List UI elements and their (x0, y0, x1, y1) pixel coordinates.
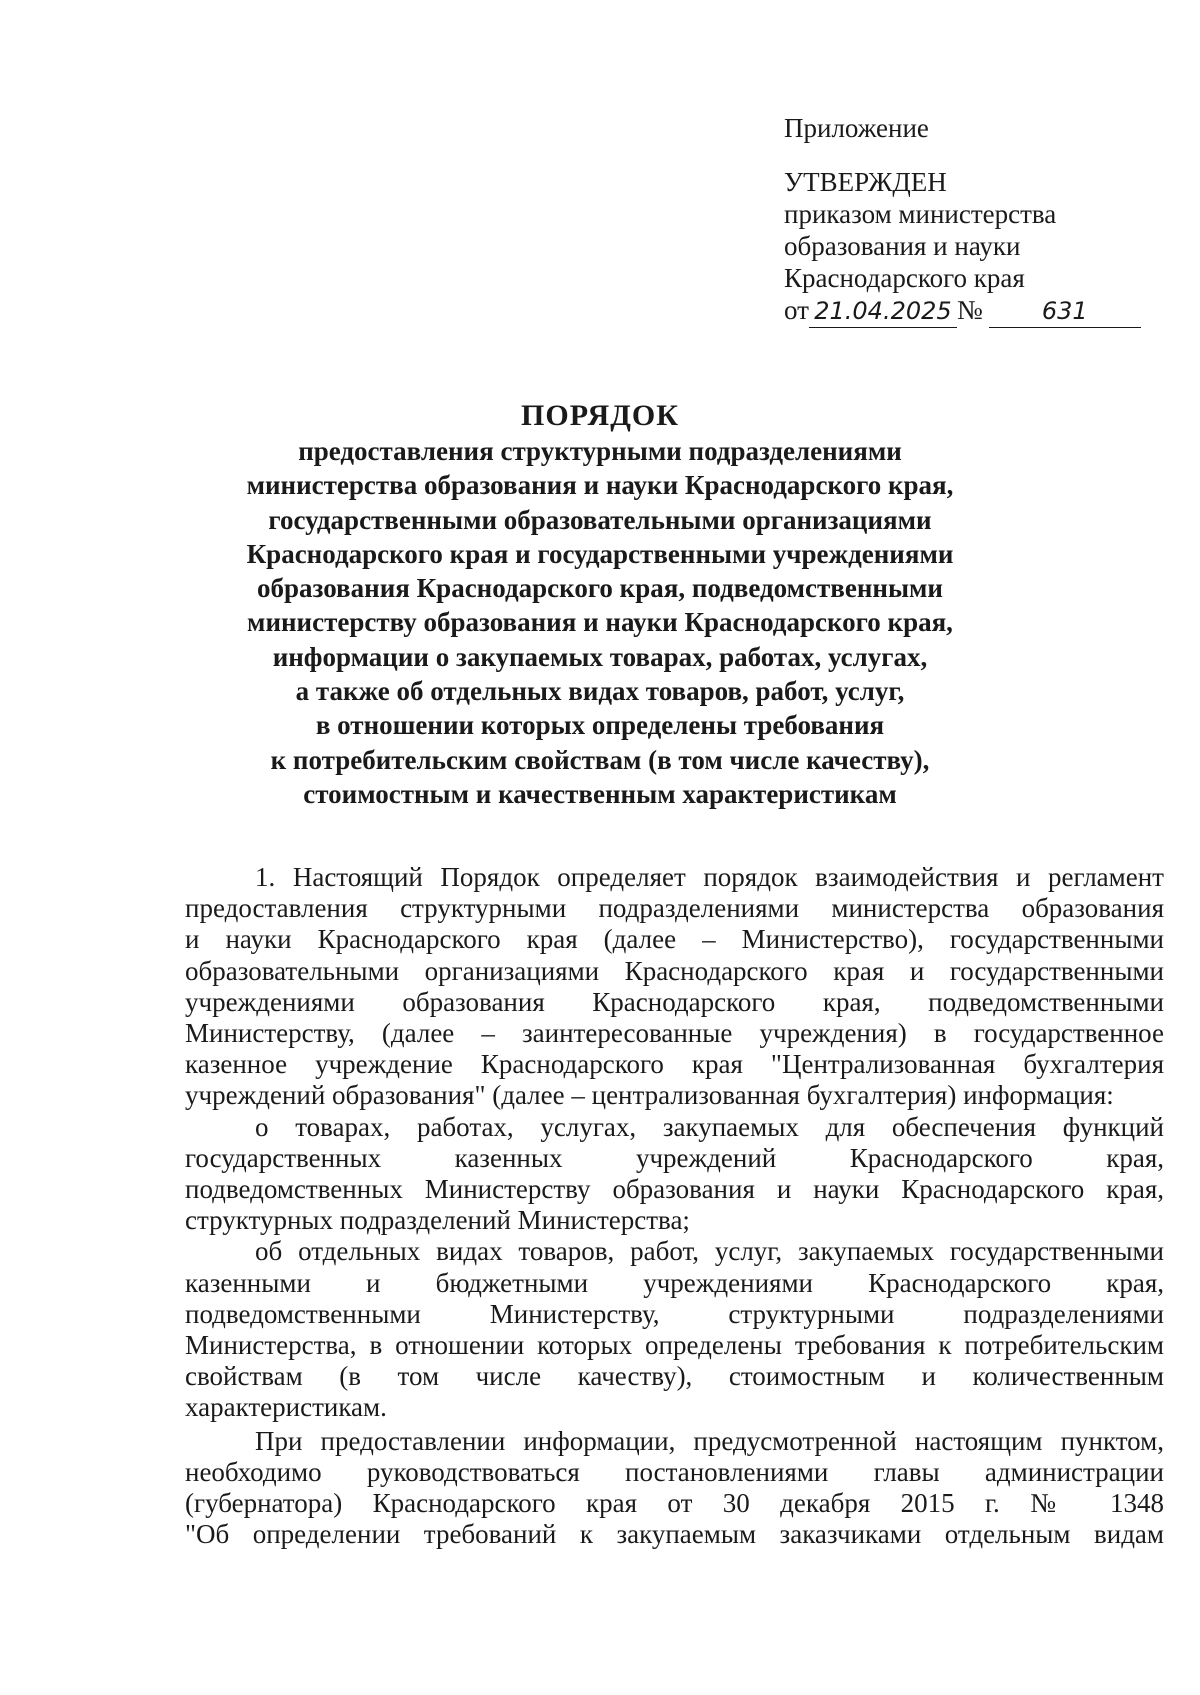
text-line: 1. Настоящий Порядок определяет порядок взаимодействия и регламент (255, 862, 1164, 892)
text-line: структурных подразделений Министерства; (185, 1205, 690, 1236)
paragraph-1 (185, 862, 1164, 1112)
text-line: предоставления структурными подразделениями министерства образования (185, 893, 1164, 924)
text-line: государственных казенных учреждений Краснодарского края, (185, 1142, 1164, 1173)
text-line: учреждений образования" (далее – централизованная бухгалтерия) информация: (185, 1080, 1114, 1111)
approved-line: образования и науки (784, 231, 1021, 261)
order-date: 21.04.2025 (809, 295, 957, 328)
date-prefix: от (784, 295, 809, 325)
paragraph-3 (185, 1236, 1164, 1423)
text-line: необходимо руководствоваться постановлениями главы администрации (185, 1456, 1164, 1487)
text-line: учреждениями образования Краснодарского края, подведомственными (185, 986, 1164, 1017)
title-line: государственными образовательными организациями (268, 504, 932, 535)
title-line: к потребительским свойствам (в том числе качеству), (270, 744, 930, 775)
text-line: подведомственных Министерству образования и науки Краснодарского края, (185, 1174, 1164, 1205)
paragraph-4 (185, 1426, 1164, 1551)
text-line: образовательными организациями Краснодарского края и государственными (185, 955, 1164, 986)
title-line: а также об отдельных видах товаров, работ, услуг, (295, 676, 905, 707)
approval-block (784, 112, 1164, 328)
text-line: свойствам (в том числе качеству), стоимостным и количественным (185, 1361, 1164, 1392)
title-line: стоимостным и качественным характеристикам (303, 778, 897, 809)
text-line: и науки Краснодарского края (далее – Министерство), государственными (185, 924, 1164, 955)
order-number: 631 (989, 295, 1141, 328)
paragraph-2 (185, 1112, 1164, 1237)
title-line: министерства образования и науки Краснодарского края, (246, 470, 954, 501)
approved-label: УТВЕРЖДЕН (784, 167, 947, 197)
text-line: подведомственными Министерству, структурными подразделениями (185, 1298, 1164, 1329)
number-sign: № (956, 295, 983, 325)
text-line: о товарах, работах, услугах, закупаемых для обеспечения функций (255, 1111, 1164, 1142)
approved-line: приказом министерства (784, 199, 1057, 229)
title-line: образования Краснодарского края, подведомственными (257, 573, 943, 604)
text-line: казенное учреждение Краснодарского края "Централизованная бухгалтерия (185, 1049, 1164, 1080)
title-line: информации о закупаемых товарах, работах, услугах, (272, 641, 928, 672)
text-line: (губернатора) Краснодарского края от 30 декабря 2015 г. № 1348 (185, 1488, 1164, 1519)
order-date-number-line (784, 294, 1164, 328)
approved-line: Краснодарского края (784, 263, 1025, 293)
text-line: характеристикам. (185, 1392, 387, 1423)
text-line: казенными и бюджетными учреждениями Краснодарского края, (185, 1267, 1164, 1298)
title-line: Краснодарского края и государственными учреждениями (246, 538, 954, 569)
title-line: предоставления структурными подразделениями (298, 436, 902, 466)
document-body (185, 862, 1164, 1550)
text-line: При предоставлении информации, предусмотренной настоящим пунктом, (255, 1425, 1164, 1456)
title-subtitle (200, 434, 1000, 811)
title-line: в отношении которых определены требования (315, 710, 885, 741)
title-main: ПОРЯДОК (521, 399, 679, 432)
text-line: Министерству, (далее – заинтересованные учреждения) в государственное (185, 1018, 1164, 1049)
document-title (200, 398, 1000, 811)
text-line: "Об определении требований к закупаемым заказчиками отдельным видам (185, 1519, 1164, 1550)
appendix-label: Приложение (784, 113, 929, 143)
text-line: Министерства, в отношении которых определены требования к потребительским (185, 1330, 1164, 1361)
text-line: об отдельных видах товаров, работ, услуг, закупаемых государственными (255, 1236, 1164, 1267)
title-line: министерству образования и науки Краснодарского края, (247, 607, 953, 638)
